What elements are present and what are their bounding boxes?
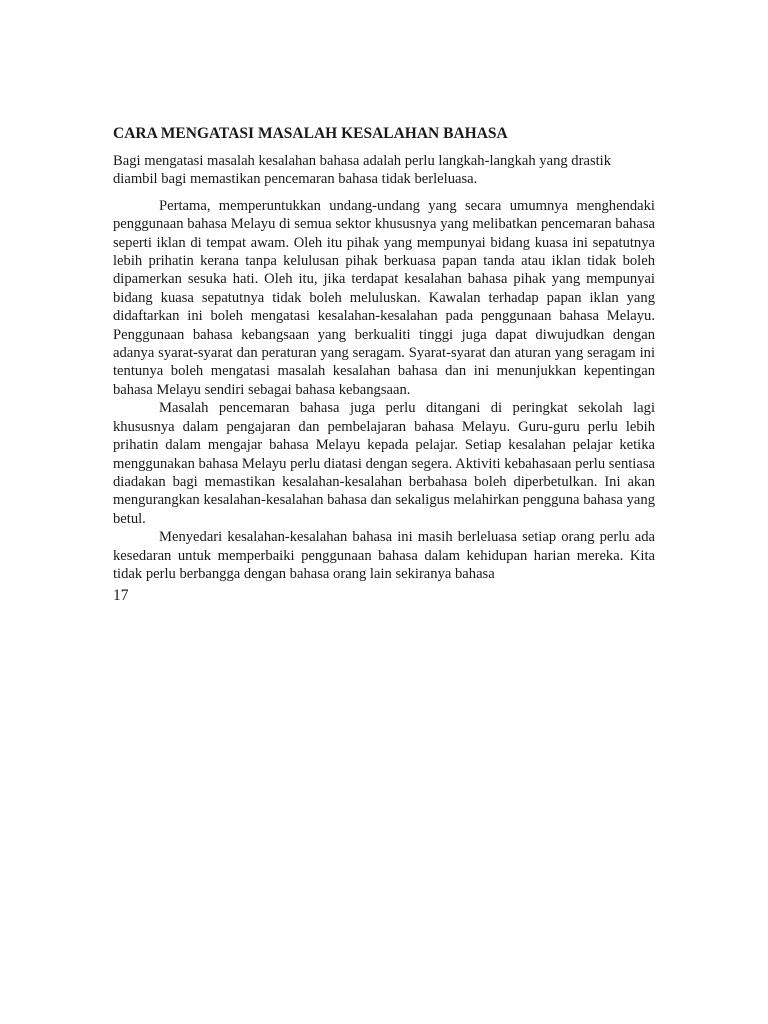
body-paragraph-3: Menyedari kesalahan-kesalahan bahasa ini masih berleluasa setiap orang perlu ada kesedaran untuk memperbaiki penggunaan bahasa dalam kehidupan harian mereka. Kita tidak perlu berbangga dengan bahasa orang lain sekiranya bahasa <box>113 529 655 582</box>
page-number: 17 <box>113 587 129 605</box>
body-paragraph-1: Pertama, memperuntukkan undang-undang yang secara umumnya menghendaki penggunaan bahasa Melayu di semua sektor khususnya yang melibatkan pencemaran bahasa seperti iklan di tempat awam. Oleh itu pihak yang mempunyai bidang kuasa ini sepatutnya lebih prihatin kerana tanpa kelulusan pihak berkuasa papan tanda atau iklan tidak boleh dipamerkan sesuka hati. Oleh itu, jika terdapat kesalahan bahasa pihak yang mempunyai bidang kuasa sepatutnya tidak boleh meluluskan. Kawalan terhadap papan iklan yang didaftarkan ini boleh mengatasi kesalahan-kesalahan pada penggunaan bahasa Melayu. Penggunaan bahasa kebangsaan yang berkualiti tinggi juga dapat diwujudkan dengan adanya syarat-syarat dan peraturan yang seragam. Syarat-syarat dan aturan yang seragam ini tentunya boleh mengatasi masalah kesalahan bahasa dan ini menunjukkan kepentingan bahasa Melayu sendiri sebagai bahasa kebangsaan. <box>113 197 655 398</box>
document-page <box>113 124 655 606</box>
body-paragraph-2: Masalah pencemaran bahasa juga perlu ditangani di peringkat sekolah lagi khususnya dalam pengajaran dan pembelajaran bahasa Melayu. Guru-guru perlu lebih prihatin dalam mengajar bahasa Melayu kepada pelajar. Setiap kesalahan pelajar ketika menggunakan bahasa Melayu perlu diatasi dengan segera. Aktiviti kebahasaan perlu sentiasa diadakan bagi memastikan kesalahan-kesalahan berbahasa boleh diperbetulkan. Ini akan mengurangkan kesalahan-kesalahan bahasa dan sekaligus melahirkan pengguna bahasa yang betul. <box>113 400 655 527</box>
section-heading: CARA MENGATASI MASALAH KESALAHAN BAHASA <box>113 125 508 142</box>
intro-paragraph: Bagi mengatasi masalah kesalahan bahasa adalah perlu langkah-langkah yang drastik diambil bagi memastikan pencemaran bahasa tidak berleluasa. <box>113 153 612 188</box>
